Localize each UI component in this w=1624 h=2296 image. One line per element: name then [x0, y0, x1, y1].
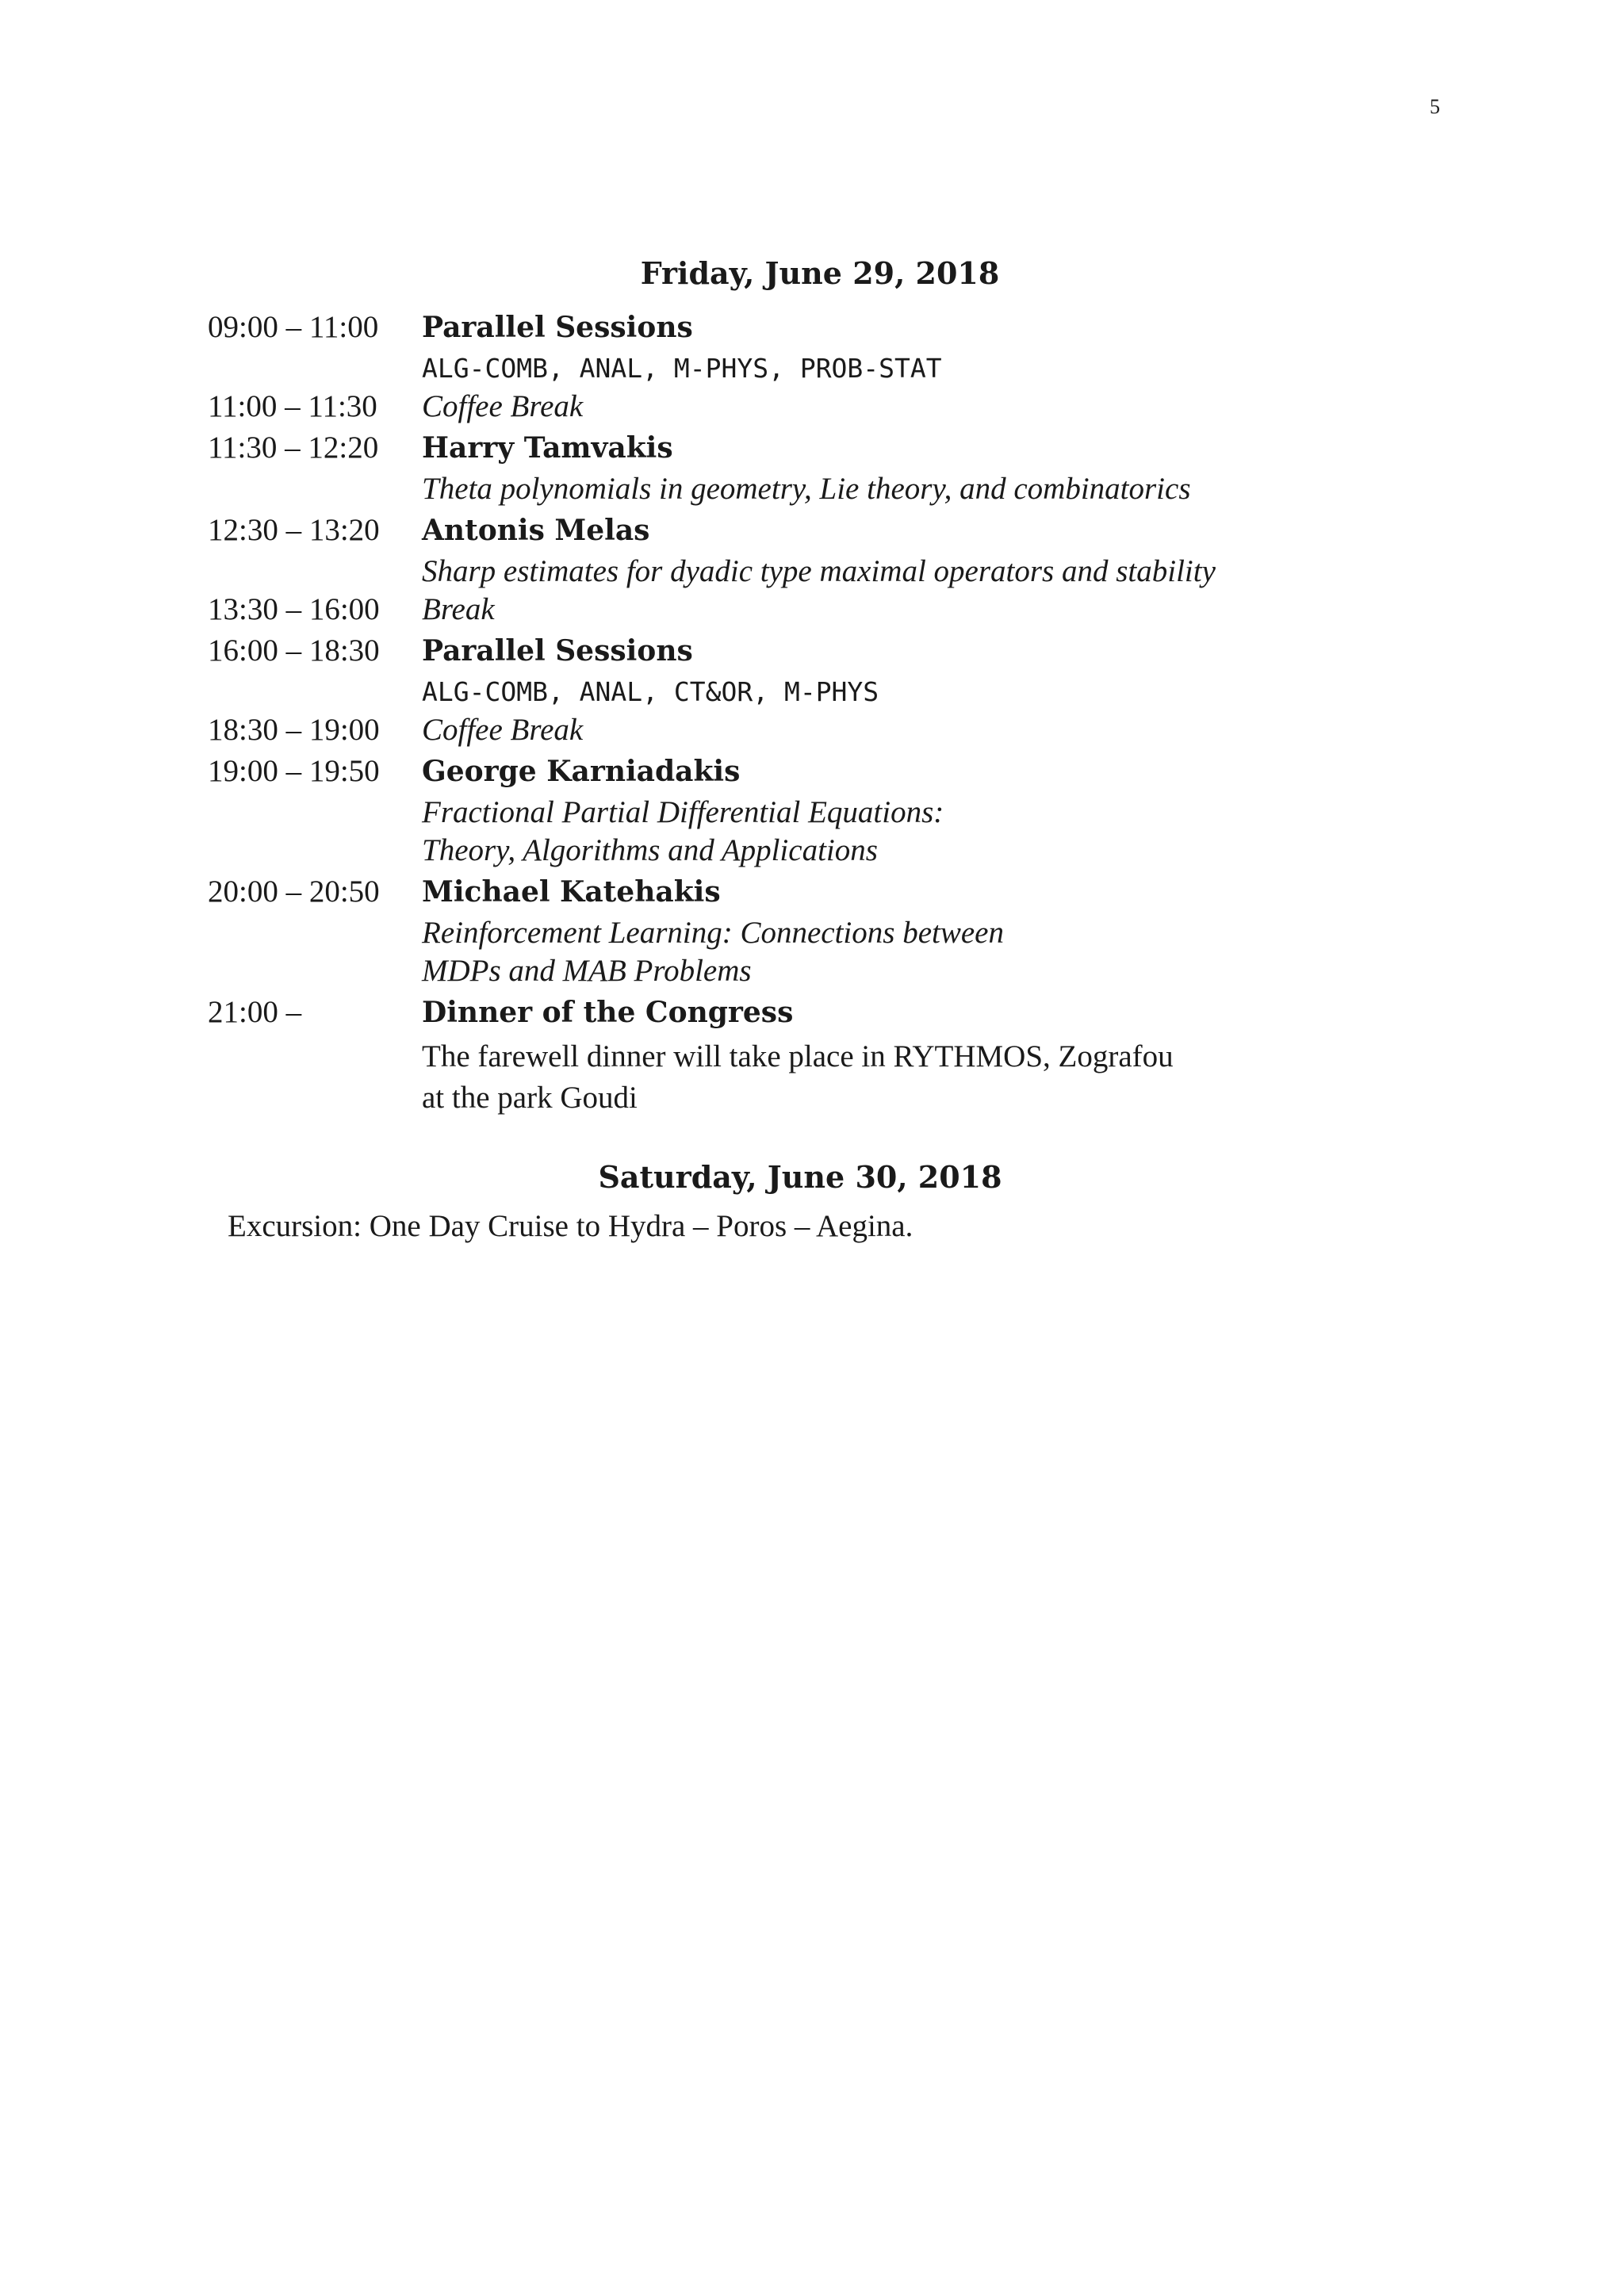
entry-title: Parallel Sessions	[422, 311, 693, 344]
entry-time: 16:00 – 18:30	[208, 633, 380, 668]
entry-description: at the park Goudi	[422, 1081, 638, 1115]
entry-title: Coffee Break	[422, 713, 584, 747]
entry-title: Parallel Sessions	[422, 634, 693, 668]
schedule-entry	[208, 426, 1397, 508]
entry-sessions: ALG-COMB, ANAL, CT&OR, M-PHYS	[422, 676, 879, 707]
entry-details	[422, 629, 1397, 711]
entry-details	[422, 508, 1397, 591]
entry-time: 11:00 – 11:30	[208, 389, 377, 423]
entry-title: Harry Tamvakis	[422, 431, 673, 465]
entry-time: 19:00 – 19:50	[208, 754, 380, 788]
talk-title: Fractional Partial Differential Equations:	[422, 795, 944, 829]
entry-details	[422, 711, 1397, 749]
talk-title: Reinforcement Learning: Connections between	[422, 916, 1004, 950]
schedule-entry	[208, 749, 1397, 870]
entry-details	[422, 426, 1397, 508]
entry-time: 18:30 – 19:00	[208, 713, 380, 747]
schedule-entry	[208, 870, 1397, 990]
day-heading-friday: Friday, June 29, 2018	[640, 255, 1000, 291]
entry-details	[422, 305, 1397, 388]
talk-title: Theta polynomials in geometry, Lie theory, and combinatorics	[422, 472, 1191, 506]
entry-title: Michael Katehakis	[422, 875, 721, 909]
day-heading-saturday: Saturday, June 30, 2018	[598, 1159, 1002, 1195]
entry-time: 12:30 – 13:20	[208, 513, 380, 547]
entry-title: George Karniadakis	[422, 755, 741, 788]
entry-time: 21:00 –	[208, 995, 302, 1029]
talk-title: MDPs and MAB Problems	[422, 954, 752, 988]
entry-time: 20:00 – 20:50	[208, 874, 380, 909]
page-number: 5	[1430, 95, 1440, 118]
entry-time: 11:30 – 12:20	[208, 430, 379, 465]
excursion-text: Excursion: One Day Cruise to Hydra – Poros – Aegina.	[228, 1209, 914, 1243]
entry-details	[422, 749, 1397, 870]
entry-title: Dinner of the Congress	[422, 996, 794, 1029]
schedule-entry	[208, 990, 1397, 1117]
entry-title: Break	[422, 592, 495, 626]
entry-details	[422, 870, 1397, 990]
entry-sessions: ALG-COMB, ANAL, M-PHYS, PROB-STAT	[422, 353, 942, 384]
entry-time: 09:00 – 11:00	[208, 310, 379, 344]
talk-title: Theory, Algorithms and Applications	[422, 833, 878, 867]
entry-description: The farewell dinner will take place in RYTHMOS, Zografou	[422, 1039, 1174, 1073]
schedule-entry	[208, 629, 1397, 711]
entry-time: 13:30 – 16:00	[208, 592, 380, 626]
entry-title: Antonis Melas	[422, 514, 650, 547]
schedule-entry	[208, 305, 1397, 388]
entry-details	[422, 591, 1397, 629]
schedule-entry	[208, 591, 1397, 629]
entry-title: Coffee Break	[422, 389, 584, 423]
schedule-friday	[208, 305, 1397, 1117]
entry-details	[422, 388, 1397, 426]
schedule-entry	[208, 711, 1397, 749]
schedule-entry	[208, 508, 1397, 591]
schedule-entry	[208, 388, 1397, 426]
talk-title: Sharp estimates for dyadic type maximal operators and stability	[422, 554, 1216, 588]
entry-details	[422, 990, 1397, 1117]
